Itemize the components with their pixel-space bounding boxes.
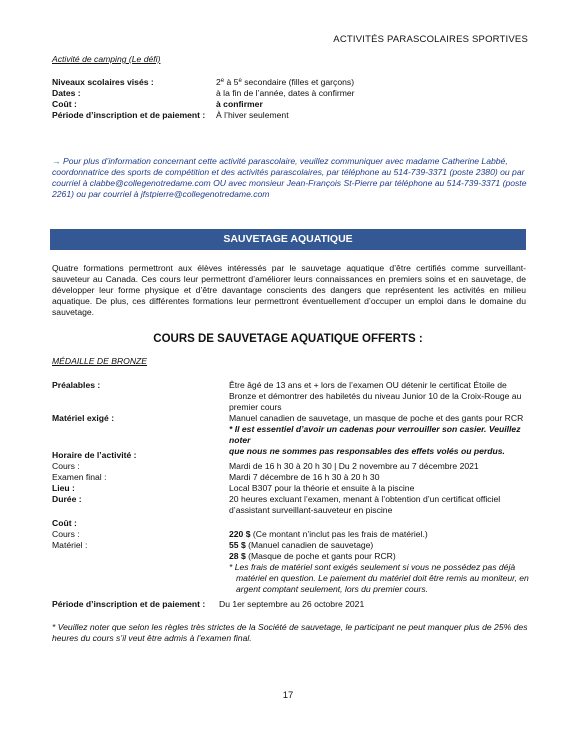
material-cost-value-1: 55 $ (Manuel canadien de sauvetage) — [229, 540, 374, 550]
intro-paragraph: Quatre formations permettront aux élèves intéressés par le sauvetage aquatique d’être certifiés comme surveillant-sauveteur au Canada. Ces cours leur permettront d’améliorer leurs connaissances en premiers soins et en sauvetage, de développer leur forme physique et d’être davantage conscients des dangers que représentent les activités en milieu aquatique. De plus, ces différentes formations leur permettront éventuellement d’occuper un emploi dans le domaine du sauvetage. — [52, 263, 526, 317]
duration-value: 20 heures excluant l’examen, menant à l’obtention d’un certificat officiel d’assistant surveillant-sauveteur en piscine — [229, 494, 501, 515]
dates-value: à la fin de l’année, dates à confirmer — [216, 88, 355, 98]
info-line-3[interactable]: courriel à clabbe@collegenotredame.com OU avec monsieur Jean-François St-Pierre par téléphone au 514-739-3371 (poste — [52, 178, 527, 188]
section-banner: SAUVETAGE AQUATIQUE — [50, 229, 526, 250]
schedule-label: Horaire de l’activité : — [52, 450, 137, 460]
page-header: ACTIVITÉS PARASCOLAIRES SPORTIVES — [333, 34, 528, 45]
footnote: * Veuillez noter que selon les règles très strictes de la Société de sauvetage, le participant ne peut manquer plus de 25% des heures du cours s’il veut être admis à l’examen final. — [52, 622, 528, 643]
prerequisites-label: Préalables : — [52, 380, 101, 390]
dates-label: Dates : — [52, 88, 81, 98]
camping-title: Activité de camping (Le défi) — [52, 54, 161, 64]
medal-title: MÉDAILLE DE BRONZE — [52, 356, 148, 366]
cost-section-label: Coût : — [52, 518, 77, 528]
info-line-1: → Pour plus d’information concernant cette activité parascolaire, veuillez communiquer avec madame Catherine Labbé, — [52, 156, 508, 166]
material-fee-note: * Les frais de matériel sont exigés seulement si vous ne possédez pas déjà matériel en question. Le paiement du matériel doit être remis au moniteur, en argent comptant seulement, lors du premier cours. — [229, 562, 529, 594]
duration-label: Durée : — [52, 494, 82, 504]
equipment-label: Matériel exigé : — [52, 413, 115, 423]
info-paragraph — [52, 156, 532, 200]
material-cost-label: Matériel : — [52, 540, 88, 550]
course-value: Mardi de 16 h 30 à 20 h 30 | Du 2 novembre au 7 décembre 2021 — [229, 461, 479, 471]
location-label: Lieu : — [52, 483, 75, 493]
info-line-4[interactable]: 2261) ou par courriel à jfstpierre@collegenotredame.com — [52, 189, 270, 199]
equipment-value: Manuel canadien de sauvetage, un masque de poche et des gants pour RCR * Il est essentiel d’avoir un cadenas pour verrouiller son casier. Veuillez noter que nous ne sommes pas responsables des effets volés ou perdus. — [229, 413, 524, 456]
course-label: Cours : — [52, 461, 80, 471]
cost-label: Coût : — [52, 99, 77, 109]
location-value: Local B307 pour la théorie et ensuite à la piscine — [229, 483, 415, 493]
exam-value: Mardi 7 décembre de 16 h 30 à 20 h 30 — [229, 472, 380, 482]
material-cost-value-2: 28 $ (Masque de poche et gants pour RCR) — [229, 551, 396, 561]
period-label: Période d’inscription et de paiement : — [52, 110, 206, 120]
registration-period-value: Du 1er septembre au 26 octobre 2021 — [219, 599, 365, 609]
course-cost-value: 220 $ (Ce montant n’inclut pas les frais de matériel.) — [229, 529, 428, 539]
period-value: À l’hiver seulement — [216, 110, 289, 120]
courses-title: COURS DE SAUVETAGE AQUATIQUE OFFERTS : — [153, 333, 423, 345]
course-cost-label: Cours : — [52, 529, 80, 539]
registration-period-label: Période d’inscription et de paiement : — [52, 599, 206, 609]
levels-label: Niveaux scolaires visés : — [52, 77, 154, 87]
levels-value: 2e à 5e secondaire (filles et garçons) — [216, 77, 355, 87]
prerequisites-value: Être âgé de 13 ans et + lors de l’examen OU détenir le certificat Étoile de Bronze et démontrer des habiletés du niveau Junior 10 de la Croix-Rouge au premier cours — [229, 380, 522, 412]
info-line-2[interactable]: coordonnatrice des sports de compétition et des activités parascolaires, par téléphone au 514-739-3371 (poste 2380) ou par — [52, 167, 525, 177]
cost-value: à confirmer — [216, 99, 263, 109]
page-number: 17 — [282, 690, 294, 701]
exam-label: Examen final : — [52, 472, 107, 482]
arrow-right-icon: → — [52, 156, 63, 166]
